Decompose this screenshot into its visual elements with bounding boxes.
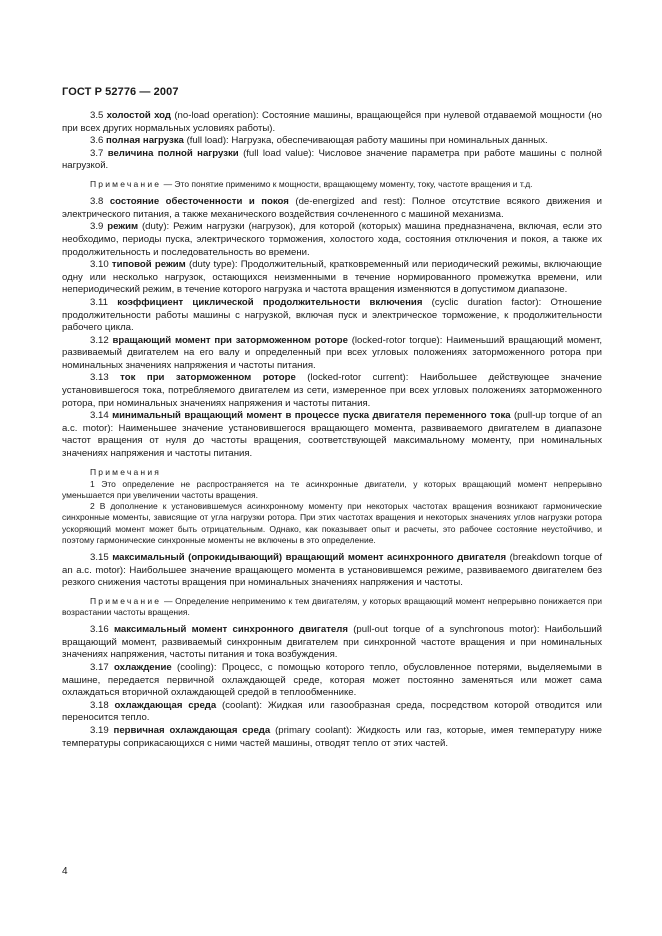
note-item: 2 В дополнение к установившемуся асинхронному моменту при некоторых частотах вращения возникают гармонические синхронные моменты, зависящие от угла нагрузки ротора. При этих частотах вращения и некоторых значениях углов нагрузки ротора ускоряющий момент может быть отрицательным. Однако, как показывает опыт и расчеты, это рабочее состояние неустойчиво, и поэтому гармонические синхронные моменты не включены в это определение.	[62, 501, 602, 545]
page-content	[62, 110, 602, 750]
clause-text: (locked-rotor current): Наибольшее действующее значение установившегося тока, потребляемого двигателем из сети, измеренное при всех угловых положениях заторможенного ротора, при номинальных значениях напряжения и частоты питания.	[62, 372, 602, 409]
clause-3-18	[62, 700, 602, 725]
clause-text: (coolant): Жидкая или газообразная среда, посредством которой отводится или переносится тепло.	[62, 699, 603, 724]
clause-number: 3.11	[90, 296, 118, 308]
note-2	[62, 467, 602, 546]
clause-text: (locked-rotor torque): Наименьший вращающий момент, развиваемый двигателем на его валу и определенный при всех угловых положениях заторможенного ротора при номинальных значениях напряжения и частоты питания.	[62, 334, 602, 371]
clause-term: состояние обесточенности и покоя	[109, 196, 289, 208]
clause-term: минимальный вращающий момент в процессе пуска двигателя переменного тока	[112, 410, 511, 422]
page-number: 4	[62, 866, 68, 877]
standard-designation: ГОСТ Р 52776 — 2007	[62, 86, 179, 98]
clause-number: 3.5	[90, 110, 107, 121]
note-text: — Это понятие применимо к мощности, вращающему моменту, току, частоте вращения и т.д.	[161, 178, 533, 189]
clause-text: (no-load operation): Состояние машины, вращающейся при нулевой отдаваемой мощности (но при всех других нормальных условиях работы).	[62, 110, 602, 134]
clause-term: ток при заторможенном роторе	[120, 372, 296, 384]
clause-term: охлаждение	[114, 662, 172, 674]
clause-3-12	[62, 335, 602, 373]
clause-text: (pull-up torque of an a.c. motor): Наименьшее значение установившегося вращающего момента, развиваемого двигателем в диапазоне частот вращения от нуля до частоты вращения, соответствующей максимальному моменту, при номинальных значениях напряжения и частоты питания.	[62, 410, 602, 460]
clause-3-10	[62, 259, 602, 297]
clause-text: (pull-out torque of a synchronous motor): Наибольший вращающий момент, развиваемый синхронным двигателем при синхронной частоте вращения и при номинальных значениях напряжения, частоты питания и тока возбуждения.	[62, 624, 602, 661]
clause-text: (primary coolant): Жидкость или газ, которые, имея температуру ниже температуры соприкасающихся с ними частей машины, отводят тепло от этих частей.	[62, 725, 603, 749]
clause-term: полная нагрузка	[106, 135, 184, 147]
clause-number: 3.7	[90, 147, 108, 159]
clause-3-19	[62, 725, 602, 750]
clause-term: величина полной нагрузки	[107, 147, 239, 159]
clause-term: охлаждающая среда	[114, 699, 217, 711]
clause-term: холостой ход	[106, 110, 171, 121]
clause-number: 3.10	[90, 259, 112, 271]
clause-3-6	[62, 135, 602, 148]
clause-number: 3.17	[90, 662, 115, 674]
note-label: Примечание	[90, 595, 162, 606]
clause-3-15	[62, 552, 602, 590]
note-item: 1 Это определение не распространяется на те асинхронные двигатели, у которых вращающий момент непрерывно уменьшается при увеличении частоты вращения.	[62, 478, 602, 501]
clause-term: максимальный (опрокидывающий) вращающий момент асинхронного двигателя	[112, 552, 507, 564]
clause-text: (breakdown torque of an a.c. motor): Наибольшее значение вращающего момента в установившемся режиме, развиваемого двигателем без резкого снижения частоты вращения при номинальных значениях напряжения и частоты.	[62, 552, 602, 589]
clause-text: (cyclic duration factor): Отношение продолжительности работы машины с нагрузкой, включая пуск и электрическое торможение, к продолжительности рабочего цикла.	[62, 296, 602, 334]
clause-number: 3.13	[90, 372, 121, 384]
clause-number: 3.14	[90, 410, 113, 422]
clause-number: 3.6	[90, 135, 107, 147]
clause-3-13	[62, 372, 602, 410]
clause-number: 3.15	[90, 552, 113, 564]
clause-term: режим	[107, 221, 139, 233]
clause-number: 3.12	[90, 334, 113, 346]
clause-number: 3.8	[90, 196, 110, 208]
clause-text: (duty type): Продолжительный, кратковременный или периодический режимы, включающие одну или несколько нагрузок, остающихся неизменными в течение нормированного промежутка времени, или непериодический режим, в течение которого нагрузка и частота вращения изменяются в допустимом диапазоне.	[62, 259, 602, 296]
note-label: Примечание	[90, 178, 162, 189]
note-text: — Определение неприменимо к тем двигателям, у которых вращающий момент непрерывно понижается при возрастании частоты вращения.	[62, 595, 602, 618]
clause-3-5	[62, 110, 602, 135]
clause-term: максимальный момент синхронного двигателя	[113, 624, 348, 636]
clause-number: 3.18	[90, 699, 115, 711]
clause-term: коэффициент циклической продолжительности включения	[117, 296, 423, 308]
clause-text: (full load): Нагрузка, обеспечивающая работу машины при номинальных данных.	[183, 135, 548, 147]
notes-title: Примечания	[90, 466, 162, 477]
clause-3-8	[62, 196, 602, 221]
clause-term: первичная охлаждающая среда	[113, 725, 271, 736]
clause-number: 3.9	[90, 221, 108, 233]
clause-text: (full load value): Числовое значение параметра при работе машины с полной нагрузкой.	[62, 147, 602, 172]
note-1	[62, 179, 602, 190]
clause-3-14	[62, 410, 602, 460]
clause-3-9	[62, 221, 602, 259]
clause-term: вращающий момент при заторможенном роторе	[112, 334, 348, 346]
clause-text: (de-energized and rest): Полное отсутствие всякого движения и электрического питания, а также механического воздействия сочлененного с машиной механизма.	[62, 196, 602, 220]
clause-number: 3.16	[90, 624, 114, 636]
clause-3-17	[62, 662, 602, 700]
clause-text: (duty): Режим нагрузки (нагрузок), для которой (которых) машина предназначена, включая, если это необходимо, периоды пуска, электрического торможения, холостого хода, состояния отключения и покоя, а также их продолжительность и последовательность во времени.	[62, 221, 602, 258]
clause-number: 3.19	[90, 725, 114, 736]
clause-3-16	[62, 624, 602, 662]
clause-text: (cooling): Процесс, с помощью которого тепло, обусловленное потерями, выделяемыми в машине, передается первичной охлаждающей среде, которая может постоянно заменяться или может сама охлаждаться вторичной охлаждающей средой в теплообменнике.	[62, 662, 602, 699]
clause-3-11	[62, 297, 602, 335]
clause-3-7	[62, 148, 602, 173]
note-3	[62, 596, 602, 618]
clause-term: типовой режим	[111, 259, 186, 271]
